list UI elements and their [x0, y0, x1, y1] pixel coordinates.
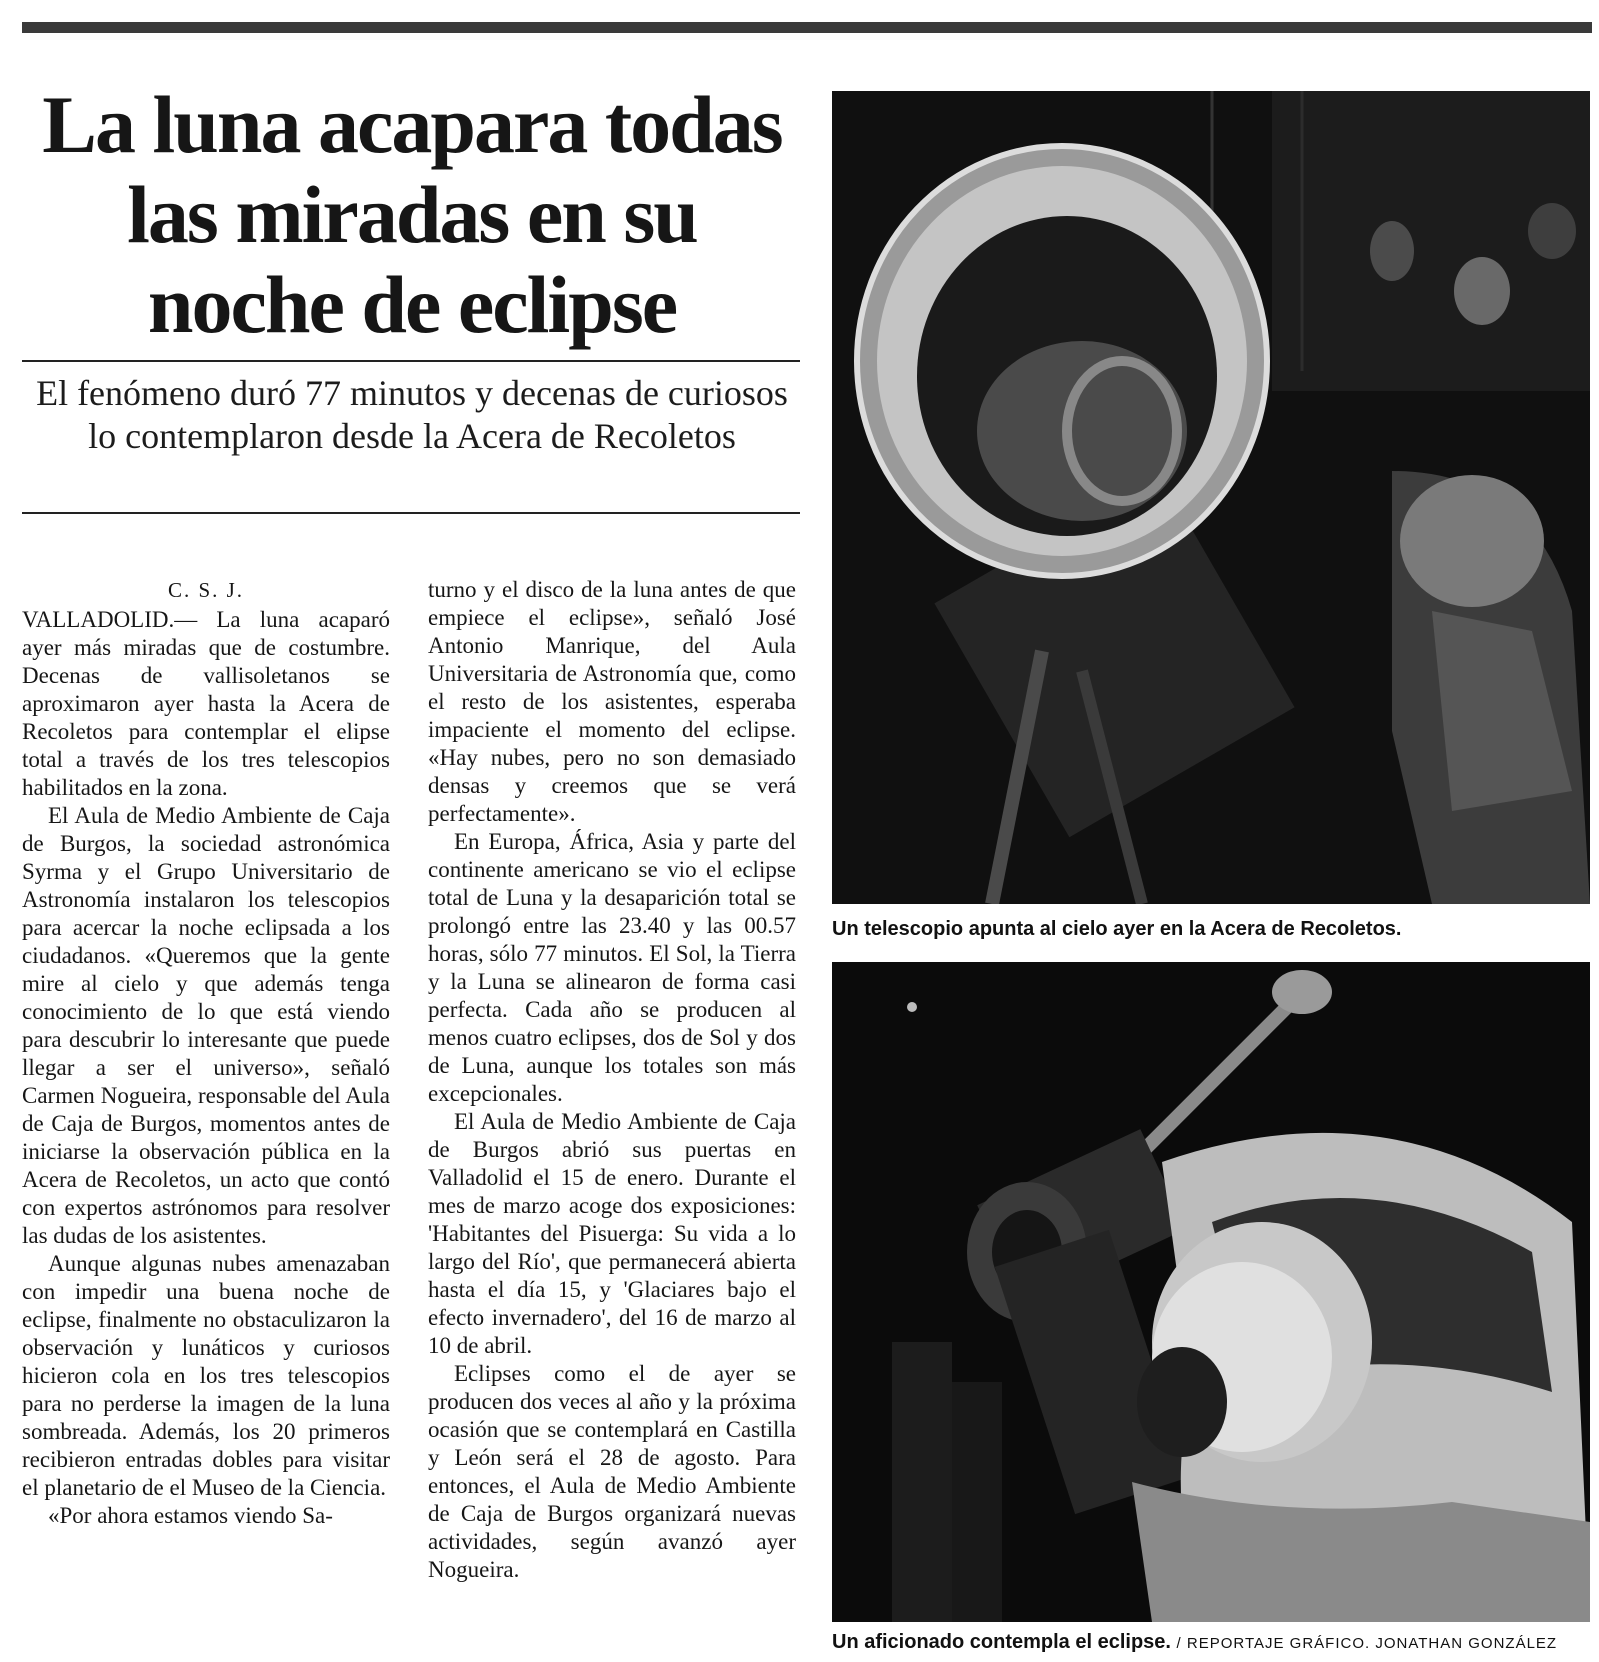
astronomer-illustration — [832, 962, 1590, 1622]
paragraph: turno y el disco de la luna antes de que empiece el eclipse», señaló José Antonio Manrique, del Aula Universitaria de Astronomía que, como el resto de los asistentes, esperaba impaciente el momento del eclipse. «Hay nubes, pero no son demasiado densas y creemos que se verá perfectamente». — [428, 577, 796, 826]
paragraph: Eclipses como el de ayer se producen dos veces al año y la próxima ocasión que se contemplará en Castilla y León será el 28 de agosto. Para entonces, el Aula de Medio Ambiente de Caja de Burgos organizará nuevas actividades, según avanzó ayer Nogueira. — [428, 1361, 796, 1582]
article-column-2 — [428, 576, 796, 1584]
paragraph: El Aula de Medio Ambiente de Caja de Burgos, la sociedad astronómica Syrma y el Grupo Universitario de Astronomía instalaron los telescopios para acercar la noche eclipsada a los ciudadanos. «Queremos que la gente mire al cielo y que además tenga conocimiento de lo que está viendo para descubrir lo interesante que puede llegar a ser el universo», señaló Carmen Nogueira, responsable del Aula de Caja de Burgos, momentos antes de iniciarse la observación pública en la Acera de Recoletos, un acto que contó con expertos astrónomos para resolver las dudas de los asistentes. — [22, 803, 390, 1248]
photo-caption-1: Un telescopio apunta al cielo ayer en la Acera de Recoletos. — [832, 918, 1402, 940]
paragraph: «Por ahora estamos viendo Sa- — [48, 1503, 333, 1528]
telescope-illustration — [832, 91, 1590, 904]
top-rule — [22, 22, 1592, 33]
headline-divider — [22, 360, 800, 362]
headline: La luna acapara todas las miradas en su noche de eclipse — [42, 79, 782, 350]
caption-text: Un aficionado contempla el eclipse. — [832, 1631, 1171, 1653]
subheadline-divider — [22, 512, 800, 514]
subheadline: El fenómeno duró 77 minutos y decenas de curiosos lo contemplaron desde la Acera de Recoletos — [36, 373, 788, 456]
paragraph: Aunque algunas nubes amenazaban con impedir una buena noche de eclipse, finalmente no obstaculizaron la observación y lunáticos y curiosos hicieron cola en los tres telescopios para no perderse la imagen de la luna sombreada. Además, los 20 primeros recibieron entradas dobles para visitar el planetario de el Museo de la Ciencia. — [22, 1251, 390, 1500]
astronomer-photo — [832, 962, 1590, 1622]
paragraph: VALLADOLID.— La luna acaparó ayer más miradas que de costumbre. Decenas de vallisoletanos se aproximaron ayer hasta la Acera de Recoletos para contemplar el elipse total a través de los tres telescopios habilitados en la zona. — [22, 607, 390, 800]
article-column-1 — [22, 576, 390, 1530]
photo-caption-2 — [832, 1630, 1592, 1656]
paragraph: El Aula de Medio Ambiente de Caja de Burgos abrió sus puertas en Valladolid el 15 de enero. Durante el mes de marzo acoge dos exposiciones: 'Habitantes del Pisuerga: Su vida a lo largo del Río', que permanecerá abierta hasta el día 15, y 'Glaciares bajo el efecto invernadero', del 16 de marzo al 10 de abril. — [428, 1109, 796, 1358]
paragraph: En Europa, África, Asia y parte del continente americano se vio el eclipse total de Luna y la desaparición total se prolongó entre las 23.40 y las 00.57 horas, sólo 77 minutos. El Sol, la Tierra y la Luna se alinearon de forma casi perfecta. Cada año se producen al menos cuatro eclipses, dos de Sol y dos de Luna, aunque los totales son más excepcionales. — [428, 829, 796, 1106]
byline: C. S. J. — [167, 578, 245, 602]
photo-credit: / REPORTAJE GRÁFICO. JONATHAN GONZÁLEZ — [1176, 1635, 1558, 1652]
telescope-photo — [832, 91, 1590, 904]
